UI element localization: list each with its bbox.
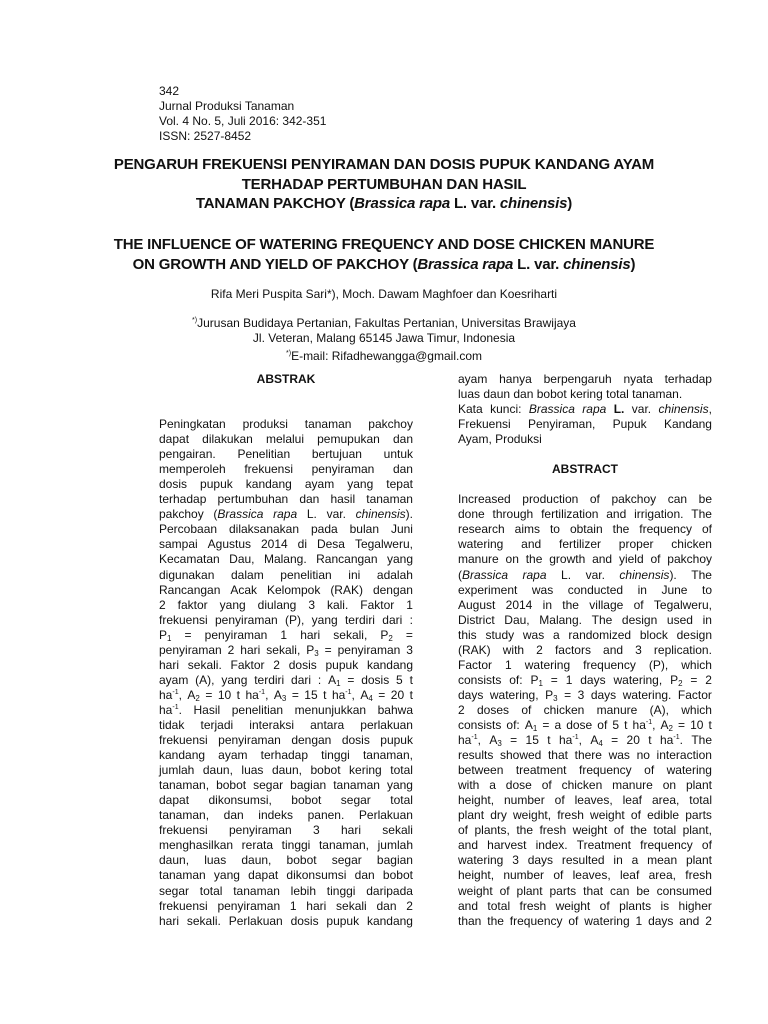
text-line: watering 3 days resulted in a mean plant bbox=[458, 853, 712, 868]
species-name: Brassica rapa bbox=[354, 195, 450, 212]
text-line: District Dau, Malang. The design used in bbox=[458, 612, 712, 627]
text-line: and harvest index. Treatment frequency of bbox=[458, 838, 712, 853]
text-line: menghasilkan rerata tinggi tanaman, jumlah bbox=[159, 838, 413, 853]
text-line: segar total tanaman lebih tinggi daripada bbox=[159, 883, 413, 898]
text-line: tanaman yang dapat dikonsumsi dan bobot bbox=[159, 868, 413, 883]
title-id-line: PENGARUH FREKUENSI PENYIRAMAN DAN DOSIS PUPUK KANDANG AYAM bbox=[113, 156, 655, 173]
text-line: and total fresh weight of plants is higher bbox=[458, 898, 712, 913]
text-line: weight of plant parts that can be consumed bbox=[458, 883, 712, 898]
title-text: L. var. bbox=[449, 195, 500, 212]
title-en-line: THE INFLUENCE OF WATERING FREQUENCY AND DOSE CHICKEN MANURE bbox=[113, 236, 655, 253]
text-line: research aims to obtain the frequency of bbox=[458, 522, 712, 537]
text-line: between treatment frequency of watering bbox=[458, 763, 712, 778]
right-column bbox=[458, 372, 712, 929]
affiliation-address: Jl. Veteran, Malang 65145 Jawa Timur, Indonesia bbox=[252, 331, 516, 345]
text-line: hari sekali. Perlakuan dosis pupuk kandang bbox=[159, 913, 413, 928]
journal-issn: ISSN: 2527-8452 bbox=[159, 129, 252, 143]
text-line: memperoleh frekuensi penyiraman dan bbox=[159, 462, 413, 477]
text-line: Rancangan Acak Kelompok (RAK) dengan bbox=[159, 582, 413, 597]
title-text: ) bbox=[630, 255, 636, 273]
text-line: digunakan dalam penelitian ini adalah bbox=[159, 567, 413, 582]
title-text: TANAMAN PAKCHOY ( bbox=[195, 195, 355, 212]
text-line: Ayam, Produksi bbox=[458, 432, 542, 447]
text-line: (RAK) with 2 factors and 3 replication. bbox=[458, 642, 712, 657]
abstrak-continuation bbox=[458, 372, 712, 402]
text-line: frekuensi penyiraman (P), yang terdiri dari : bbox=[159, 612, 413, 627]
text-line: height, number of leaves, leaf area, fresh bbox=[458, 868, 712, 883]
text-line: hari sekali. Faktor 2 dosis pupuk kandang bbox=[159, 657, 413, 672]
text-line: penyiraman 2 hari sekali, $P_3$ = penyiraman 3 bbox=[159, 642, 413, 658]
text-line: of plants, the fresh weight of the total plant, bbox=[458, 823, 712, 838]
text-line: with a dose of chicken manure on plant bbox=[458, 778, 712, 793]
affiliation-text: Jurusan Budidaya Pertanian, Fakultas Pertanian, Universitas Brawijaya bbox=[197, 316, 576, 330]
text-line: plant dry weight, fresh weight of edible parts bbox=[458, 808, 712, 823]
text-line: ayam (A), yang terdiri dari : $A_1$ = dosis 5 t bbox=[159, 672, 413, 688]
text-line: consists of: $A_1$ = a dose of 5 t $ha^{-1}$, $A_2$ = 10 t bbox=[458, 717, 712, 733]
text-line: tanaman, bobot segar bagian tanaman yang bbox=[159, 778, 413, 793]
title-text: L. var. bbox=[513, 255, 564, 273]
text-line: $ha^{-1}$. Hasil penelitian menunjukkan bahwa bbox=[159, 702, 413, 717]
page-number: 342 bbox=[159, 84, 180, 98]
text-line: 2 doses of chicken manure (A), which bbox=[458, 702, 712, 717]
text-line: Factor 1 watering frequency (P), which bbox=[458, 657, 712, 672]
text-line: frekuensi penyiraman 1 hari sekali dan 2 bbox=[159, 898, 413, 913]
spacer bbox=[458, 477, 712, 492]
affiliation-line bbox=[0, 313, 768, 331]
text-line: height, number of leaves, leaf area, total bbox=[458, 793, 712, 808]
affiliation bbox=[0, 313, 768, 364]
author-list: Rifa Meri Puspita Sari*), Moch. Dawam Maghfoer dan Koesriharti bbox=[210, 287, 558, 301]
text-line: sampai Agustus 2014 di Desa Tegalweru, bbox=[159, 537, 413, 552]
text-line: (Brassica rapa L. var. chinensis). The bbox=[458, 567, 712, 582]
email-text: E-mail: Rifadhewangga@gmail.com bbox=[291, 349, 482, 363]
text-line: Percobaan dilaksanakan pada bulan Juni bbox=[159, 522, 413, 537]
left-column bbox=[159, 372, 413, 929]
text-line: dapat dikonsumsi, bobot segar total bbox=[159, 793, 413, 808]
text-line: kandang ayam terhadap tinggi tanaman, bbox=[159, 748, 413, 763]
text-line: done through fertilization and irrigation. The bbox=[458, 507, 712, 522]
text-line: 2 faktor yang diulang 3 kali. Faktor 1 bbox=[159, 597, 413, 612]
journal-volume: Vol. 4 No. 5, Juli 2016: 342-351 bbox=[159, 114, 327, 128]
abstrak-heading: ABSTRAK bbox=[256, 372, 316, 386]
affiliation-line bbox=[0, 346, 768, 364]
title-id-line: TERHADAP PERTUMBUHAN DAN HASIL bbox=[241, 175, 527, 193]
text-line: Peningkatan produksi tanaman pakchoy bbox=[159, 417, 413, 432]
title-text: ON GROWTH AND YIELD OF PAKCHOY ( bbox=[132, 255, 418, 273]
text-line: watering and fertilizer proper chicken bbox=[458, 537, 712, 552]
text-line: jumlah daun, luas daun, bobot kering total bbox=[159, 763, 413, 778]
text-line: this study was a randomized block design bbox=[458, 627, 712, 642]
title-english bbox=[0, 235, 768, 274]
variety-name: chinensis bbox=[563, 255, 631, 273]
text-line: Increased production of pakchoy can be bbox=[458, 492, 712, 507]
title-text: ) bbox=[567, 195, 573, 212]
text-line: pengairan. Penelitian bertujuan untuk bbox=[159, 447, 413, 462]
text-line: days watering, $P_3$ = 3 days watering. Factor bbox=[458, 687, 712, 703]
affiliation-mark: *) bbox=[192, 317, 198, 324]
title-indonesian bbox=[0, 155, 768, 214]
journal-header bbox=[159, 84, 326, 144]
text-line: frekuensi penyiraman dengan dosis pupuk bbox=[159, 733, 413, 748]
text-line: than the frequency of watering 1 days and 2 bbox=[458, 913, 712, 928]
text-line: luas daun dan bobot kering total tanaman. bbox=[458, 387, 683, 402]
text-line: results showed that there was no interaction bbox=[458, 748, 712, 763]
spacer bbox=[159, 387, 413, 402]
text-line: tanaman, dan indeks panen. Perlakuan bbox=[159, 808, 413, 823]
affiliation-mark: *) bbox=[286, 350, 292, 357]
text-line: frekuensi penyiraman 3 hari sekali bbox=[159, 823, 413, 838]
text-line: Kata kunci: Brassica rapa L. var. chinensis, bbox=[458, 402, 712, 417]
journal-name: Jurnal Produksi Tanaman bbox=[159, 99, 295, 113]
text-line: August 2014 in the village of Tegalweru, bbox=[458, 597, 712, 612]
text-line: daun, luas daun, bobot segar bagian bbox=[159, 853, 413, 868]
variety-name: chinensis bbox=[499, 195, 568, 212]
spacer bbox=[159, 402, 413, 417]
text-line: $ha^{-1}$, $A_2$ = 10 t $ha^{-1}$, $A_3$ = 15 t $ha^{-1}$, $A_4$ = 20 t bbox=[159, 687, 413, 703]
text-line: dosis pupuk kandang ayam yang tepat bbox=[159, 477, 413, 492]
text-line: manure on the growth and yield of pakchoy bbox=[458, 552, 712, 567]
text-line: tidak terjadi interaksi antara perlakuan bbox=[159, 717, 413, 732]
keywords bbox=[458, 402, 712, 447]
abstract-body bbox=[458, 492, 712, 928]
text-line: $P_1$ = penyiraman 1 hari sekali, $P_2$ = bbox=[159, 627, 413, 643]
text-line: Kecamatan Dau, Malang. Rancangan yang bbox=[159, 552, 413, 567]
spacer bbox=[458, 447, 712, 462]
text-line: ayam hanya berpengaruh nyata terhadap bbox=[458, 372, 712, 386]
text-line: experiment was conducted in June to bbox=[458, 582, 712, 597]
text-line: consists of: $P_1$ = 1 days watering, $P_2$ = 2 bbox=[458, 672, 712, 688]
text-line: dapat dilakukan melalui pemupukan dan bbox=[159, 432, 413, 447]
title-en-line bbox=[0, 255, 768, 275]
text-line: Frekuensi Penyiraman, Pupuk Kandang bbox=[458, 417, 712, 432]
abstrak-body bbox=[159, 417, 413, 929]
abstract-heading: ABSTRACT bbox=[552, 462, 618, 477]
title-id-line bbox=[0, 194, 768, 214]
text-line: pakchoy (Brassica rapa L. var. chinensis). bbox=[159, 507, 413, 522]
species-name: Brassica rapa bbox=[417, 255, 514, 273]
text-line: $ha^{-1}$, $A_3$ = 15 t $ha^{-1}$, $A_4$ = 20 t $ha^{-1}$. The bbox=[458, 733, 712, 749]
text-line: terhadap pertumbuhan dan hasil tanaman bbox=[159, 492, 413, 507]
